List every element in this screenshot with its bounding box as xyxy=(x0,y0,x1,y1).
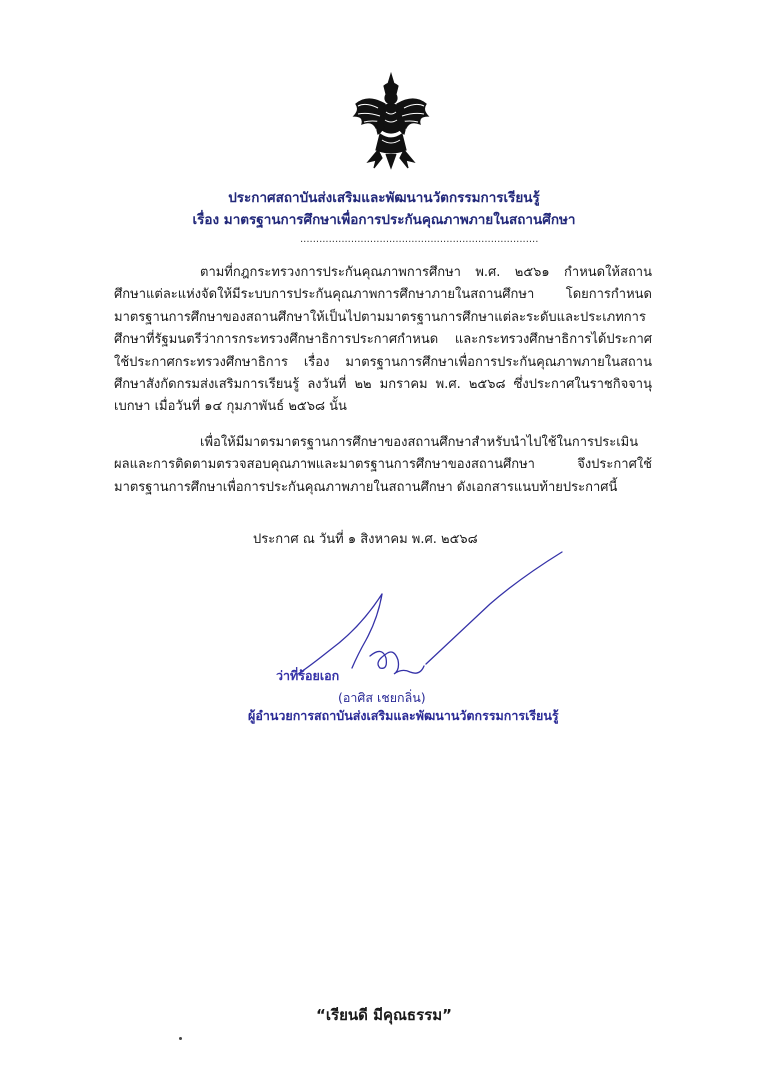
paragraph-2-text: เพื่อให้มีมาตรมาตรฐานการศึกษาของสถานศึกษาสำหรับนำไปใช้ในการประเมินผลและการติดตามตรวจสอบคุณภาพและมาตรฐานการศึกษาของสถานศึกษา จึงประกาศใช้มาตรฐานการศึกษาเพื่อการประกันคุณภาพภายในสถานศึกษา ดังเอกสารแนบท้ายประกาศนี้ xyxy=(114,435,652,495)
signatory-position: ผู้อำนวยการสถาบันส่งเสริมและพัฒนานวัตกรรมการเรียนรู้ xyxy=(248,708,559,723)
paragraph-1-text: ตามที่กฎกระทรวงการประกันคุณภาพการศึกษา พ.ศ. ๒๕๖๑ กำหนดให้สถานศึกษาแต่ละแห่งจัดให้มีระบบการประกันคุณภาพการศึกษาภายในสถานศึกษา โดยการกำหนดมาตรฐานการศึกษาของสถานศึกษาให้เป็นไปตามมาตรฐานการศึกษาแต่ละระดับและประเภทการศึกษาที่รัฐมนตรีว่าการกระทรวงศึกษาธิการประกาศกำหนด และกระทรวงศึกษาธิการได้ประกาศใช้ประกาศกระทรวงศึกษาธิการ เรื่อง มาตรฐานการศึกษาเพื่อการประกันคุณภาพภายในสถานศึกษาสังกัดกรมส่งเสริมการเรียนรู้ ลงวันที่ ๒๒ มกราคม พ.ศ. ๒๕๖๘ ซึ่งประกาศในราชกิจจานุเบกษา เมื่อวันที่ ๑๔ กุมภาพันธ์ ๒๕๖๘ นั้น xyxy=(114,265,652,415)
page-speck xyxy=(179,1037,182,1040)
announcement-date: ประกาศ ณ วันที่ ๑ สิงหาคม พ.ศ. ๒๕๖๘ xyxy=(253,532,478,547)
signatory-name: (อาศิส เชยกลิ่น) xyxy=(338,690,426,705)
announcement-subject: เรื่อง มาตรฐานการศึกษาเพื่อการประกันคุณภาพภายในสถานศึกษา xyxy=(192,212,576,228)
footer-motto: “เรียนดี มีคุณธรรม” xyxy=(316,1006,452,1024)
signatory-rank: ว่าที่ร้อยเอก xyxy=(276,668,340,683)
body-paragraph-1 xyxy=(114,262,652,419)
body-paragraph-2 xyxy=(114,432,652,499)
garuda-emblem-icon xyxy=(350,70,432,172)
title-separator: ........................................................................... xyxy=(300,234,539,245)
announcement-title: ประกาศสถาบันส่งเสริมและพัฒนานวัตกรรมการเรียนรู้ xyxy=(228,190,540,206)
